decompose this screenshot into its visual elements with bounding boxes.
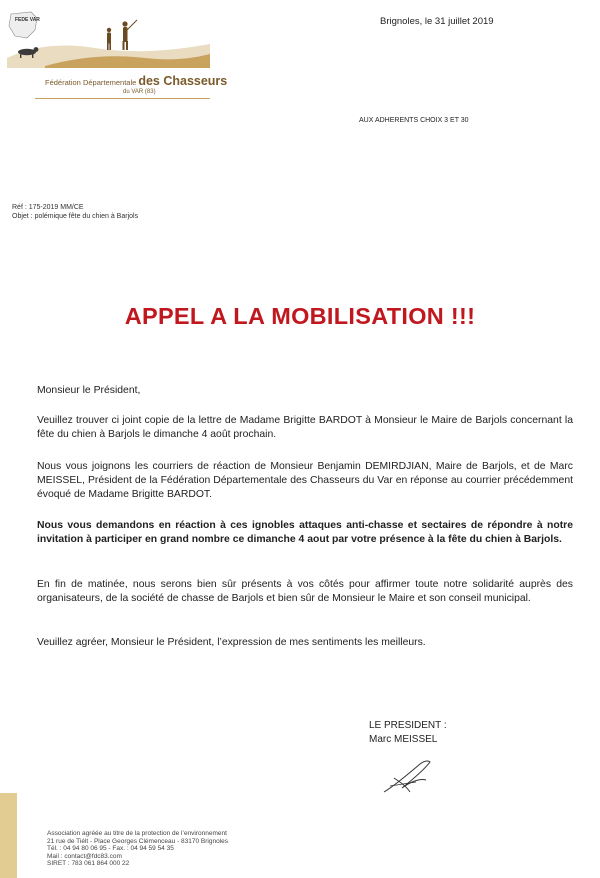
footer-line-4[interactable]: Mail : contact@fdc83.com (47, 852, 122, 860)
paragraph-2: Nous vous joignons les courriers de réaction de Monsieur Benjamin DEMIRDJIAN, Maire de Barjols, et de Marc MEISSEL, Président de la Fédération Départementale des Chasseurs du Var en réponse au courrier précédemment évoqué de Madame Brigitte BARDOT. (37, 461, 573, 501)
signatory-title: LE PRESIDENT : (369, 720, 447, 731)
footer-line-2: 21 rue de Tiélt - Place Georges Clémenceau - 83170 Brignoles (47, 837, 229, 845)
signatory-name: Marc MEISSEL (369, 733, 438, 745)
headline: APPEL A LA MOBILISATION !!! (124, 303, 476, 329)
letter-recipients: AUX ADHERENTS CHOIX 3 ET 30 (359, 117, 469, 124)
footer-line-5: SIRET : 783 061 864 000 22 (47, 860, 130, 868)
footer-line-1: Association agréée au titre de la protection de l’environnement (47, 830, 227, 837)
paragraph-4: En fin de matinée, nous serons bien sûr présents à vos côtés pour affirmer toute notre solidarité auprès des organisateurs, de la société de chasse de Barjols et bien sûr de Monsieur le Maire et son conseil municipal. (37, 579, 573, 605)
logo-org-strong: des Chasseurs (138, 74, 228, 88)
logo-org-sub: du VAR (83) (123, 89, 156, 95)
logo-org-prefix: Fédération Départementale (45, 78, 137, 87)
reference-object: Objet : polémique fête du chien à Barjols (12, 213, 139, 220)
footer-line-3: Tél. : 04 94 80 06 95 - Fax. : 04 94 59 54 35 (47, 845, 174, 853)
paragraph-5-closing: Veuillez agréer, Monsieur le Président, l’expression de mes sentiments les meilleurs. (37, 637, 426, 648)
handwritten-signature-icon (380, 752, 440, 802)
logo-org-name (45, 74, 227, 88)
paragraph-3-bold: Nous vous demandons en réaction à ces ignobles attaques anti-chasse et sectaires de répondre à notre invitation à participer en grand nombre ce dimanche 4 aout par votre présence à la fête du chien à Barjols. (37, 520, 573, 546)
paragraph-1: Veuillez trouver ci joint copie de la lettre de Madame Brigitte BARDOT à Monsieur le Maire de Barjols concernant la fête du chien à Barjols le dimanche 4 août prochain. (37, 415, 573, 441)
footer-address (47, 830, 228, 868)
reference-number: Réf : 175-2019 MM/CE (12, 204, 84, 211)
logo-divider (35, 98, 210, 99)
reference-block (12, 203, 138, 221)
signature-block (369, 719, 447, 746)
salutation: Monsieur le Président, (37, 385, 141, 396)
federation-logo (5, 8, 228, 95)
footer-accent-bar (0, 793, 17, 878)
letter-date: Brignoles, le 31 juillet 2019 (380, 16, 494, 27)
logo-small-text: FEDE VAR (15, 17, 40, 23)
